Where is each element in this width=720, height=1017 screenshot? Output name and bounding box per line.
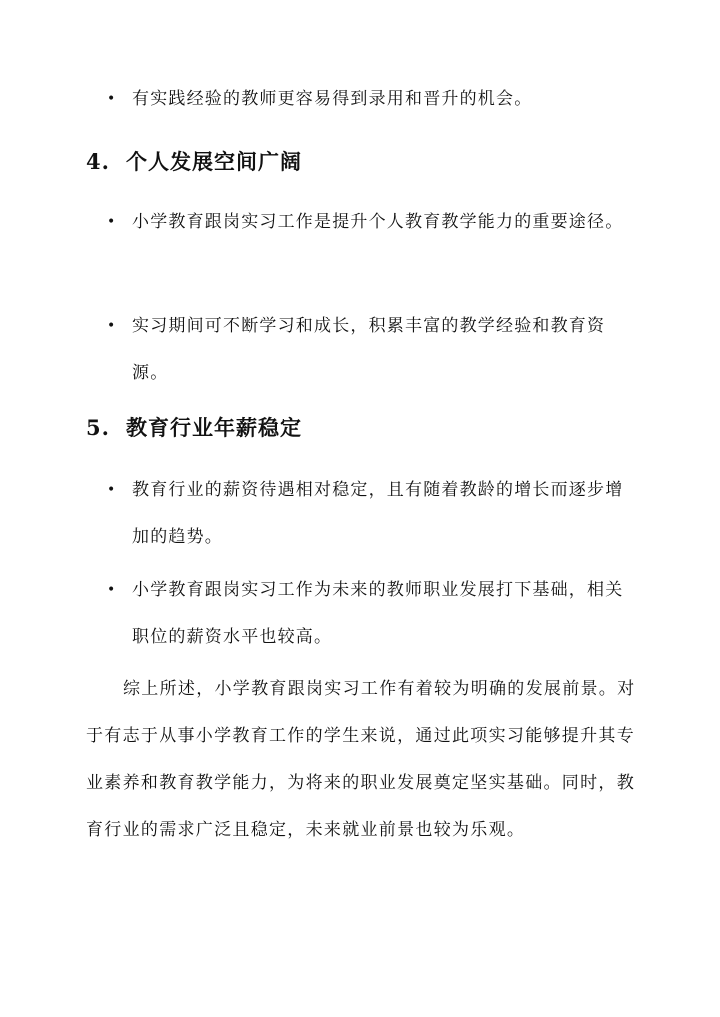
section-heading-5 [86, 412, 302, 442]
bullet-marker: • [107, 91, 117, 107]
list-item [107, 567, 627, 661]
list-item-text: 实习期间可不断学习和成长，积累丰富的教学经验和教育资源。 [132, 316, 606, 383]
list-item-text: 小学教育跟岗实习工作为未来的教师职业发展打下基础，相关职位的薪资水平也较高。 [132, 580, 624, 647]
list-item [107, 303, 627, 397]
section-title: 教育行业年薪稳定 [126, 415, 302, 440]
list-item-text: 小学教育跟岗实习工作是提升个人教育教学能力的重要途径。 [132, 212, 624, 232]
list-item-text: 教育行业的薪资待遇相对稳定，且有随着教龄的增长而逐步增加的趋势。 [132, 480, 624, 547]
list-item [107, 199, 627, 246]
bullet-marker: • [107, 582, 117, 598]
section-number: 4. [86, 149, 110, 174]
bullet-marker: • [107, 318, 117, 334]
section-heading-4 [86, 146, 302, 176]
section-number: 5. [86, 415, 110, 440]
list-item-text: 有实践经验的教师更容易得到录用和晋升的机会。 [132, 89, 533, 109]
conclusion-paragraph: 综上所述，小学教育跟岗实习工作有着较为明确的发展前景。对于有志于从事小学教育工作的学生来说，通过此项实习能够提升其专业素养和教育教学能力，为将来的职业发展奠定坚实基础。同时，教育行业的需求广泛且稳定，未来就业前景也较为乐观。 [86, 679, 636, 840]
list-item [107, 76, 627, 123]
bullet-marker: • [107, 214, 117, 230]
bullet-marker: • [107, 482, 117, 498]
list-item [107, 467, 627, 561]
section-title: 个人发展空间广阔 [126, 149, 302, 174]
